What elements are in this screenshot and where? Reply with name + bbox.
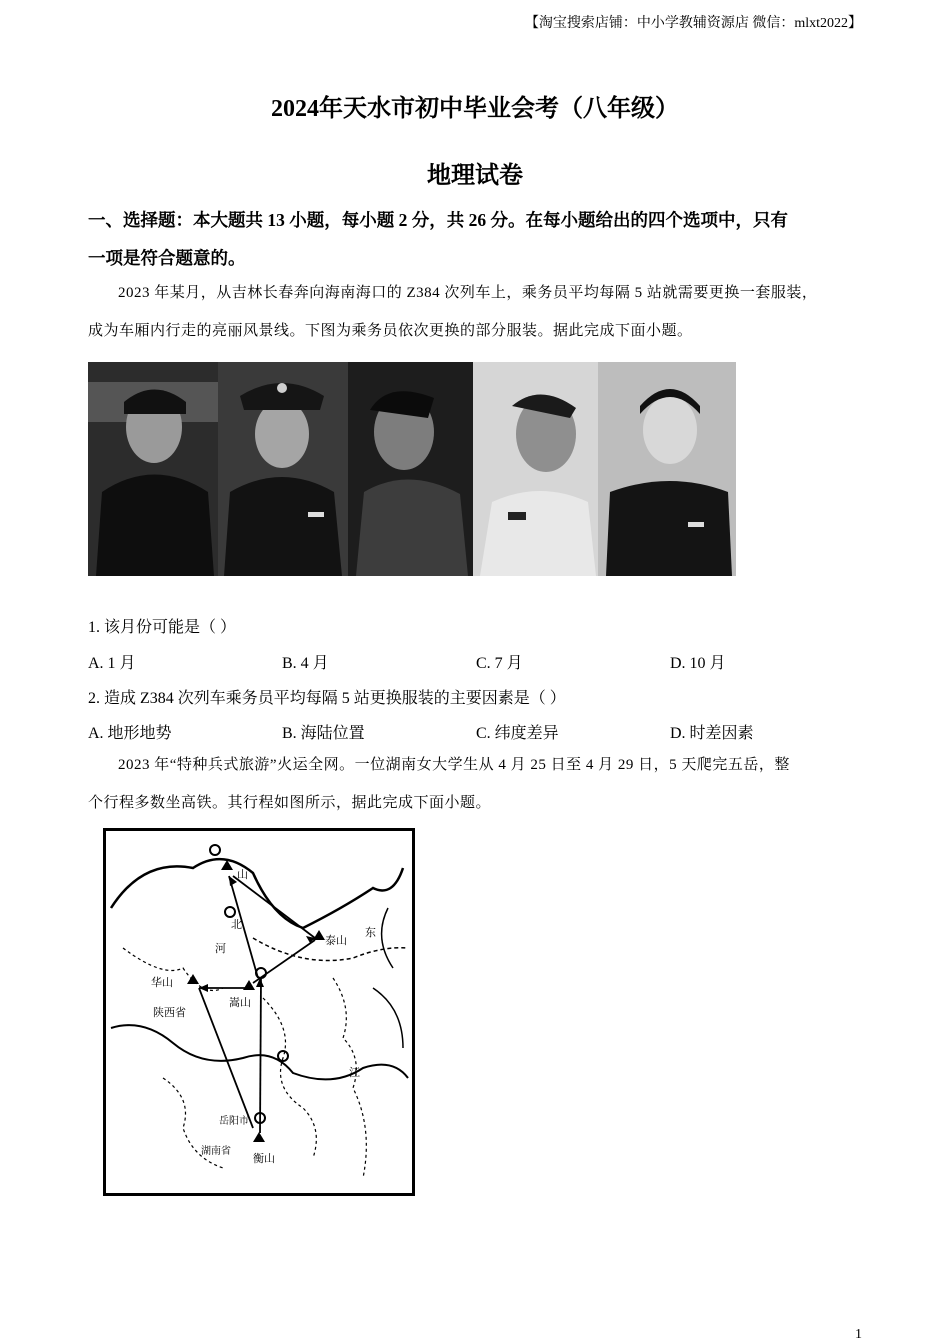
map-label-north: 北 (231, 918, 242, 931)
section-heading-line1: 一、选择题：本大题共 13 小题，每小题 2 分，共 26 分。在每小题给出的四个选项中，只有 (88, 210, 788, 230)
header-note: 【淘宝搜索店铺：中小学教辅资源店 微信：mlxt2022】 (524, 16, 862, 31)
map-label-hunan: 湖南省 (201, 1146, 231, 1157)
map-label-east: 东 (365, 926, 376, 939)
q2-option-d[interactable]: D. 时差因素 (670, 725, 754, 742)
map-label-heng-north: 山 (237, 868, 248, 881)
map-label-song: 嵩山 (229, 996, 251, 1009)
map-label-shaanxi: 陕西省 (153, 1006, 186, 1019)
q1-option-a[interactable]: A. 1 月 (88, 655, 136, 672)
attendant-1 (88, 362, 218, 576)
attendant-5 (598, 362, 736, 576)
q2-option-a[interactable]: A. 地形地势 (88, 725, 172, 742)
page-number: 1 (855, 1327, 862, 1342)
q1-option-b[interactable]: B. 4 月 (282, 655, 329, 672)
map-label-hua: 华山 (151, 976, 173, 989)
map-label-he: 河 (215, 942, 226, 955)
passage2-line2: 个行程多数坐高铁。其行程如图所示，据此完成下面小题。 (88, 795, 492, 811)
attendant-4 (473, 362, 598, 576)
q2-option-b[interactable]: B. 海陆位置 (282, 725, 365, 742)
passage1-line1: 2023 年某月，从吉林长春奔向海南海口的 Z384 次列车上，乘务员平均每隔 5 站就需要更换一套服装， (118, 285, 818, 301)
uniform-photos-graphic (88, 362, 736, 576)
q1-stem: 1. 该月份可能是（ ） (88, 619, 237, 636)
map-label-tai: 泰山 (325, 934, 347, 947)
route-map-graphic (103, 828, 415, 1196)
five-mountains-route-map (103, 828, 415, 1196)
q1-option-c[interactable]: C. 7 月 (476, 655, 523, 672)
attendant-2 (218, 362, 348, 576)
attendant-3 (348, 362, 473, 576)
map-label-river: 江 (349, 1066, 360, 1079)
passage2-line1: 2023 年“特种兵式旅游”火运全网。一位湖南女大学生从 4 月 25 日至 4 月 29 日，5 天爬完五岳，整 (118, 757, 790, 773)
exam-subtitle: 地理试卷 (427, 163, 523, 189)
q2-option-c[interactable]: C. 纬度差异 (476, 725, 559, 742)
uniform-photos (88, 362, 736, 576)
exam-title: 2024年天水市初中毕业会考（八年级） (271, 96, 679, 122)
section-heading-line2: 一项是符合题意的。 (88, 248, 246, 268)
q1-option-d[interactable]: D. 10 月 (670, 655, 726, 672)
q2-stem: 2. 造成 Z384 次列车乘务员平均每隔 5 站更换服装的主要因素是（ ） (88, 690, 566, 707)
map-label-yueyang: 岳阳市 (219, 1116, 249, 1127)
passage1-line2: 成为车厢内行走的亮丽风景线。下图为乘务员依次更换的部分服装。据此完成下面小题。 (88, 323, 693, 339)
map-label-heng-south: 衡山 (253, 1152, 275, 1165)
